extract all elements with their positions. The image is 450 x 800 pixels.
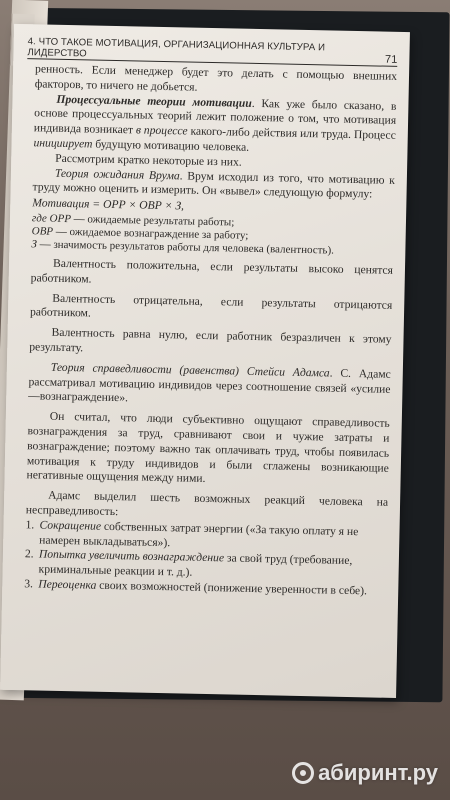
definition-z: З — значимость результатов работы для человека (валентность). xyxy=(31,238,335,257)
paragraph-vroom: Теория ожидания Врума. Врум исходил из того, что мотивацию к труду можно оценить и измерить. Он «вывел» следующую формулу: xyxy=(32,166,395,201)
watermark xyxy=(292,760,438,786)
formula: Мотивация = ОРР × ОВР × З, xyxy=(32,196,185,213)
list-item: 2. Попытка увеличить вознаграждение за свой труд (требование, криминальные реакции и т. д.). xyxy=(24,547,353,579)
paragraph-adams: Теория справедливости (равенства) Стейси Адамса. С. Адамс рассматривал мотивацию индивидов через соотношение связей «усилие—вознаграждение». xyxy=(28,360,391,405)
watermark-logo-icon xyxy=(292,762,314,784)
definition-ovr: ОВР — ожидаемое вознаграждение за работу; xyxy=(31,225,249,242)
list-item: 3. Переоценка своих возможностей (понижение уверенности в себе). xyxy=(24,577,368,598)
paragraph-adams-justice: Он считал, что люди субъективно ощущают справедливость вознаграждения за труд, сравнивают свои и чужие затраты и вознаграждение; поэтому важно так оплачивать труд, чтобы появилась мотивация к труду индивидов и были сглажены возникающие негативные ощущения между ними. xyxy=(26,409,390,486)
definition-orr: где ОРР — ожидаемые результаты работы; xyxy=(31,212,235,229)
list-item: 1. Сокращение собственных затрат энергии («За такую оплату я не намерен выкладываться»). xyxy=(25,517,359,549)
heading-vroom: Теория ожидания Врума xyxy=(54,166,180,182)
paragraph-valence-negative: Валентность отрицательна, если результаты отрицаются работником. xyxy=(29,291,393,320)
page-number: 71 xyxy=(384,53,398,66)
paragraph-valence-positive: Валентность положительна, если результаты высоко ценятся работником. xyxy=(30,256,394,286)
paragraph-adams-reactions: Адамс выделил шесть возможных реакций человека на несправедливость: xyxy=(25,488,389,519)
paragraph-consider: Рассмотрим кратко некоторые из них. xyxy=(55,151,242,169)
heading-process-theories: Процессуальные теории мотивации xyxy=(56,92,252,110)
page-body xyxy=(24,62,397,599)
formula-definitions xyxy=(31,212,394,259)
book-page xyxy=(0,24,410,698)
heading-adams: Теория справедливости (равенства) Стейси Адамса xyxy=(50,360,330,380)
watermark-text: абиринт.ру xyxy=(318,760,438,785)
paragraph-valence-zero: Валентность равна нулю, если работник безразличен к этому результату. xyxy=(29,325,392,355)
reactions-list xyxy=(24,518,387,600)
paragraph-process-theories: Процессуальные теории мотивации. Как уже было сказано, в основе процессуальных теорий лежит положение о том, что мотивация индивида возникает в процессе какого-либо действия или труда. Процесс инициирует будущую мотивацию человека. xyxy=(33,92,397,154)
running-title: 4. ЧТО ТАКОЕ МОТИВАЦИЯ, ОРГАНИЗАЦИОННАЯ КУЛЬТУРА И ЛИДЕРСТВО xyxy=(27,36,326,60)
paragraph-continuation: ренность. Если менеджер будет это делать с помощью внешних факторов, то ничего не добьется. xyxy=(34,62,398,94)
